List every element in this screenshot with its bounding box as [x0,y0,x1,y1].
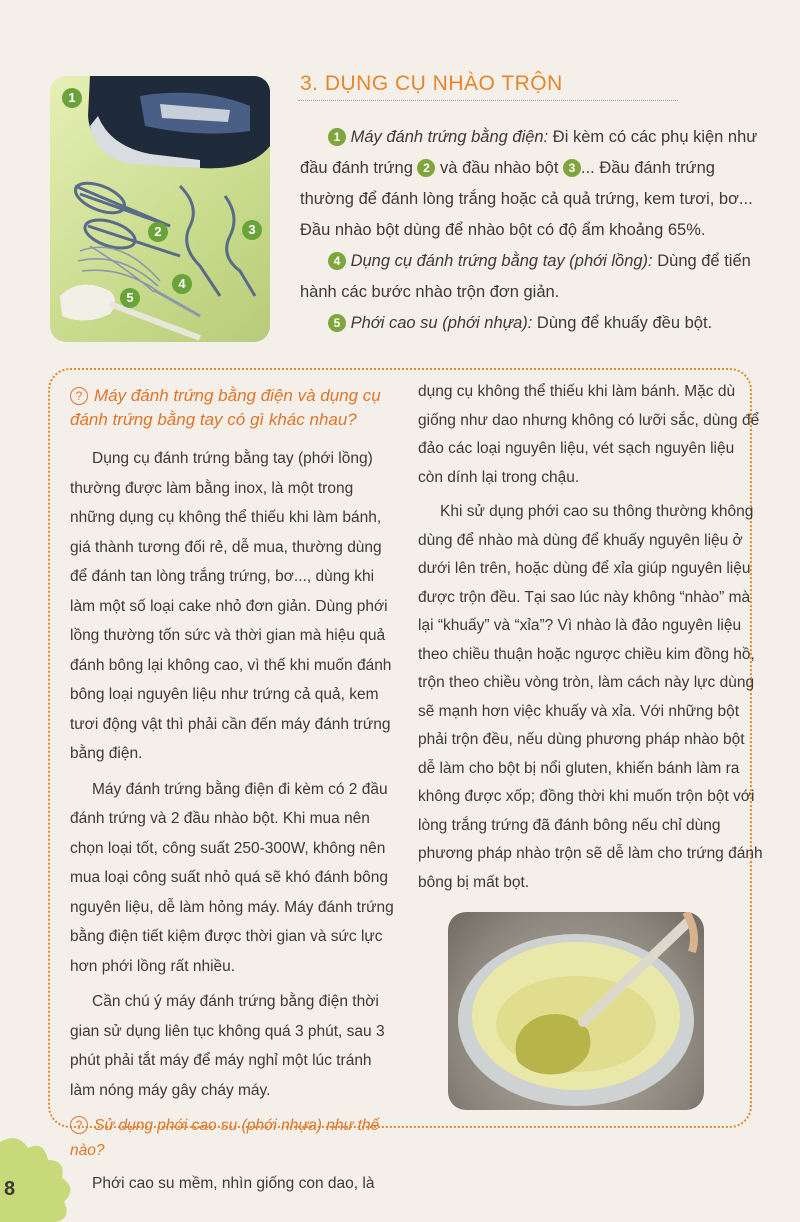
question-heading-2 [70,1113,400,1163]
item-number-badge: 2 [417,159,435,177]
tool-description-mid: và đầu nhào bột [435,159,563,177]
answer-paragraph: Máy đánh trứng bằng điện đi kèm có 2 đầu đánh trứng và 2 đầu nhào bột. Khi mua nên chọn loại tốt, công suất 250-300W, không nên mua loại công suất nhỏ quá sẽ khó đánh bông nguyên liệu, dễ làm hỏng máy. Máy đánh trứng bằng điện tiết kiệm được thời gian và sức lực hơn phới lồng rất nhiều. [70,780,394,975]
item-number-badge: 1 [328,128,346,146]
photo-label-5: 5 [120,288,140,308]
qa-right-column [418,378,763,903]
tool-description: Đi kèm có các phụ kiện như đầu đánh trứng [300,128,758,177]
tool-item-hand-whisk [300,246,770,308]
question-icon: ? [70,1116,88,1134]
item-number-badge: 4 [328,252,346,270]
title-divider [298,100,678,101]
photo-label-1: 1 [62,88,82,108]
mixer-tools-photo [50,76,270,342]
answer-paragraph: Khi sử dụng phới cao su thông thường không dùng để nhào mà dùng để khuấy nguyên liệu ở dưới lên trên, hoặc dùng để xỉa giúp nguyên liệu được trộn đều. Tại sao lúc này không “nhào” mà lại “khuấy” và “xỉa”? Vì nhào là đảo nguyên liệu theo chiều thuận hoặc ngược chiều kim đồng hồ, trộn theo chiều vòng tròn, làm cách này lực dùng sẽ mạnh hơn việc khuấy và xỉa. Với những bột phải trộn đều, nếu dùng phương pháp nhào bột dễ làm cho bột bị nổi gluten, khiến bánh làm ra không được xốp; đồng thời khi muốn trộn bột với lòng trắng trứng đã đánh bông nếu chỉ dùng phương pháp nhào trộn sẽ dễ làm cho trứng đánh bông bị mất bọt. [418,503,763,891]
tool-name: Phới cao su (phới nhựa): [350,314,533,332]
tool-name: Dụng cụ đánh trứng bằng tay (phới lồng): [350,252,653,270]
item-number-badge: 5 [328,314,346,332]
mixer-illustration [50,76,270,342]
photo-label-2: 2 [148,222,168,242]
section-title: 3. DỤNG CỤ NHÀO TRỘN [300,72,563,95]
tool-description: Dùng để tiến hành các bước nhào trộn đơn giản. [300,252,751,301]
question-heading-1 [70,384,400,432]
answer-paragraph: Phới cao su mềm, nhìn giống con dao, là [92,1175,375,1192]
tool-item-spatula [300,308,770,339]
answer-paragraph: Cần chú ý máy đánh trứng bằng điện thời gian sử dụng liên tục không quá 3 phút, sau 3 phút phải tắt máy để máy nghỉ một lúc tránh làm nóng máy gây cháy máy. [70,993,385,1099]
answer-paragraph: Dụng cụ đánh trứng bằng tay (phới lồng) thường được làm bằng inox, là một trong những dụng cụ không thể thiếu khi làm bánh, giá thành tương đối rẻ, dễ mua, thường dùng để đánh tan lòng trắng trứng, bơ..., dùng khi làm một số loại cake nhỏ đơn giản. Dùng phới lồng thường tốn sức và thời gian mà hiệu quả đánh bông lại không cao, vì thế khi muốn đánh bông loại nguyên liệu như trứng cả quả, kem tươi động vật thì phải cần đến máy đánh trứng bằng điện. [70,450,392,762]
bowl-batter-photo [448,912,704,1110]
page-corner-decoration [0,1132,80,1222]
tool-list [300,122,770,339]
question-text: Sử dụng phới cao su (phới nhựa) như thế nào? [70,1117,380,1159]
tool-name: Máy đánh trứng bằng điện: [350,128,549,146]
tool-description: Dùng để khuấy đều bột. [532,314,713,332]
answer-paragraph: dụng cụ không thể thiếu khi làm bánh. Mặc dù giống như dao nhưng không có lưỡi sắc, dùng để đảo các loại nguyên liệu, vét sạch nguyên liệu còn dính lại trong chậu. [418,383,760,486]
photo-label-4: 4 [172,274,192,294]
question-icon: ? [70,387,88,405]
item-number-badge: 3 [563,159,581,177]
page-number: 8 [4,1178,16,1200]
tool-description-tail: ... Đầu đánh trứng thường để đánh lòng trắng hoặc cả quả trứng, kem tươi, bơ... Đầu nhào bột dùng để nhào bột có độ ẩm khoảng 65%. [300,159,753,239]
qa-left-column [70,384,400,1205]
question-text: Máy đánh trứng bằng điện và dụng cụ đánh trứng bằng tay có gì khác nhau? [70,386,381,429]
photo-label-3: 3 [242,220,262,240]
tool-item-electric-mixer [300,122,770,246]
bowl-illustration [448,912,704,1110]
